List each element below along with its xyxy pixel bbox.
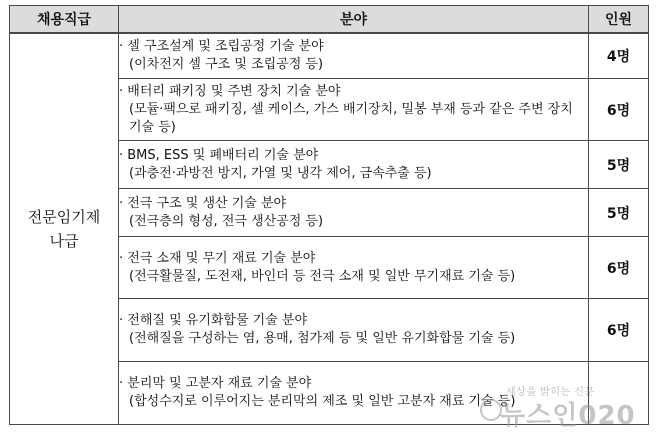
field-title: · 분리막 및 고분자 재료 기술 분야 [119, 376, 312, 391]
field-title: · 배터리 패키징 및 주변 장치 기술 분야 [119, 83, 341, 99]
field-title: · BMS, ESS 및 폐배터리 기술 분야 [119, 147, 319, 163]
header-count: 인원 [589, 6, 649, 34]
field-cell [119, 237, 589, 299]
count-cell [589, 362, 649, 425]
category-line-1: 전문임기제 [27, 208, 101, 226]
field-cell [119, 362, 589, 425]
field-cell [119, 79, 589, 141]
watermark-brand: 뉴스인020 [500, 401, 636, 431]
field-cell [119, 189, 589, 237]
field-description: (전극활물질, 도전재, 바인더 등 전극 소재 및 일반 무기재료 기술 등) [129, 268, 516, 284]
field-description: (합성수지로 이루어지는 분리막의 제조 및 일반 고분자 재료 기술 등) [129, 394, 516, 409]
field-description: (모듈·팩으로 패키징, 셀 케이스, 가스 배기장치, 밀봉 부재 등과 같은 주변 장치 기술 등) [129, 101, 573, 135]
count-cell: 5명 [589, 189, 649, 237]
count-cell: 6명 [589, 79, 649, 141]
watermark-slogan: 세상을 밝히는 신문 [506, 387, 595, 398]
field-title: · 셀 구조설계 및 조립공정 기술 분야 [119, 39, 324, 54]
category-cell [10, 33, 119, 425]
field-description: (전해질을 구성하는 염, 용매, 첨가제 등 및 일반 유기화합물 기술 등) [129, 331, 516, 346]
count-cell: 5명 [589, 141, 649, 189]
count-cell: 4명 [589, 33, 649, 79]
count-cell: 6명 [589, 299, 649, 362]
field-description: (이차전지 셀 구조 및 조립공정 등) [129, 57, 324, 72]
field-cell [119, 33, 589, 79]
field-cell [119, 141, 589, 189]
table-row [10, 33, 649, 79]
field-title: · 전극 소재 및 무기 재료 기술 분야 [119, 250, 316, 266]
recruitment-table [9, 5, 649, 425]
field-title: · 전극 구조 및 생산 기술 분야 [119, 195, 287, 211]
header-category: 채용직급 [10, 6, 119, 34]
field-description: (전극층의 형성, 전극 생산공정 등) [129, 213, 324, 229]
field-cell [119, 299, 589, 362]
count-cell: 6명 [589, 237, 649, 299]
category-line-2: 나급 [49, 232, 79, 250]
field-title: · 전해질 및 유기화합물 기술 분야 [119, 313, 308, 328]
header-field: 분야 [119, 6, 589, 34]
field-description: (과충전·과방전 방지, 가열 및 냉각 제어, 금속추출 등) [129, 165, 432, 181]
table-header-row [10, 6, 649, 34]
